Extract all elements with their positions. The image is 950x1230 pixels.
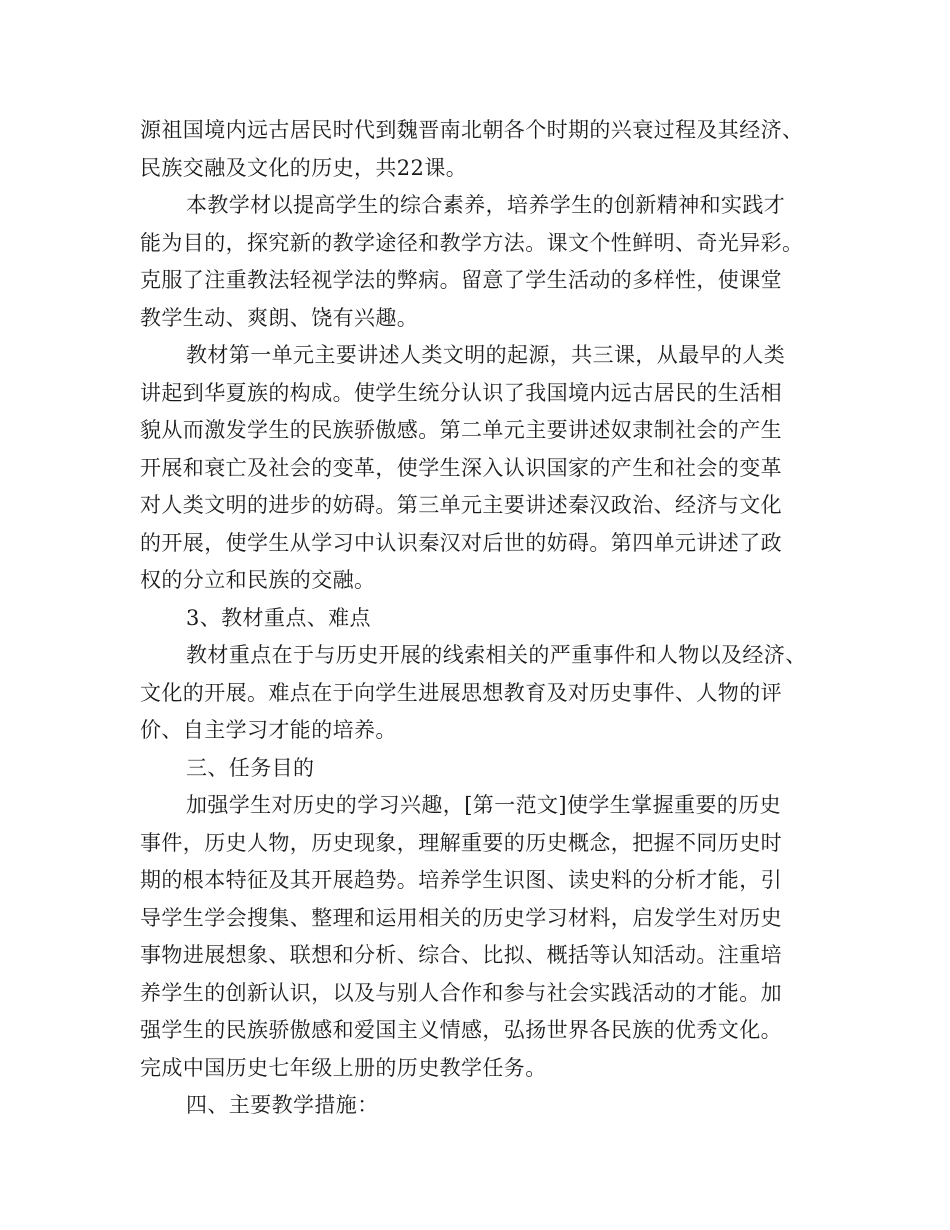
text-line: 教学生动、爽朗、饶有兴趣。 (140, 305, 419, 330)
text-line: 强学生的民族骄傲感和爱国主义情感，弘扬世界各民族的优秀文化。 (140, 1018, 782, 1042)
text-line: 养学生的创新认识，以及与别人合作和参与社会实践活动的才能。加 (140, 980, 782, 1005)
text-line: 完成中国历史七年级上册的历史教学任务。 (140, 1055, 547, 1080)
paragraph-first-line: 教材第一单元主要讲述人类文明的起源，共三课，从最早的人类 (186, 343, 786, 367)
text-line: 开展和衰亡及社会的变革，使学生深入认识国家的产生和社会的变革 (140, 455, 782, 480)
paragraph-first-line: 加强学生对历史的学习兴趣，[第一范文]使学生掌握重要的历史 (186, 793, 781, 817)
document-body (140, 112, 820, 1125)
text-line: 源祖国境内远古居民时代到魏晋南北朝各个时期的兴衰过程及其经济、 (140, 118, 804, 142)
text-line: 事件，历史人物，历史现象，理解重要的历史概念，把握不同历史时 (140, 830, 782, 855)
text-line: 讲起到华夏族的构成。使学生统分认识了我国境内远古居民的生活相 (140, 380, 782, 405)
section-heading: 三、任务目的 (186, 755, 315, 780)
paragraph-first-line: 教材重点在于与历史开展的线索相关的严重事件和人物以及经济、 (186, 643, 807, 667)
text-line: 期的根本特征及其开展趋势。培养学生识图、读史料的分析才能，引 (140, 868, 782, 892)
text-line: 导学生学会搜集、整理和运用相关的历史学习材料，启发学生对历史 (140, 905, 782, 930)
text-line: 价、自主学习才能的培养。 (140, 718, 397, 742)
text-line: 事物进展想象、联想和分析、综合、比拟、概括等认知活动。注重培 (140, 943, 782, 967)
paragraph-first-line: 本教学材以提高学生的综合素养，培养学生的创新精神和实践才 (186, 193, 786, 217)
text-line: 貌从而激发学生的民族骄傲感。第二单元主要讲述奴隶制社会的产生 (140, 418, 782, 442)
text-line: 民族交融及文化的历史，共22课。 (140, 155, 468, 180)
text-line: 的开展，使学生从学习中认识秦汉对后世的妨碍。第四单元讲述了政 (140, 530, 782, 555)
text-line: 权的分立和民族的交融。 (140, 568, 376, 592)
text-line: 文化的开展。难点在于向学生进展思想教育及对历史事件、人物的评 (140, 680, 782, 705)
text-line: 能为目的，探究新的教学途径和教学方法。课文个性鲜明、奇光异彩。 (140, 230, 804, 255)
section-heading: 四、主要教学措施： (186, 1093, 379, 1117)
text-line: 克服了注重教法轻视学法的弊病。留意了学生活动的多样性，使课堂 (140, 268, 782, 292)
section-heading: 3、教材重点、难点 (186, 605, 371, 630)
text-line: 对人类文明的进步的妨碍。第三单元主要讲述秦汉政治、经济与文化 (140, 493, 782, 517)
